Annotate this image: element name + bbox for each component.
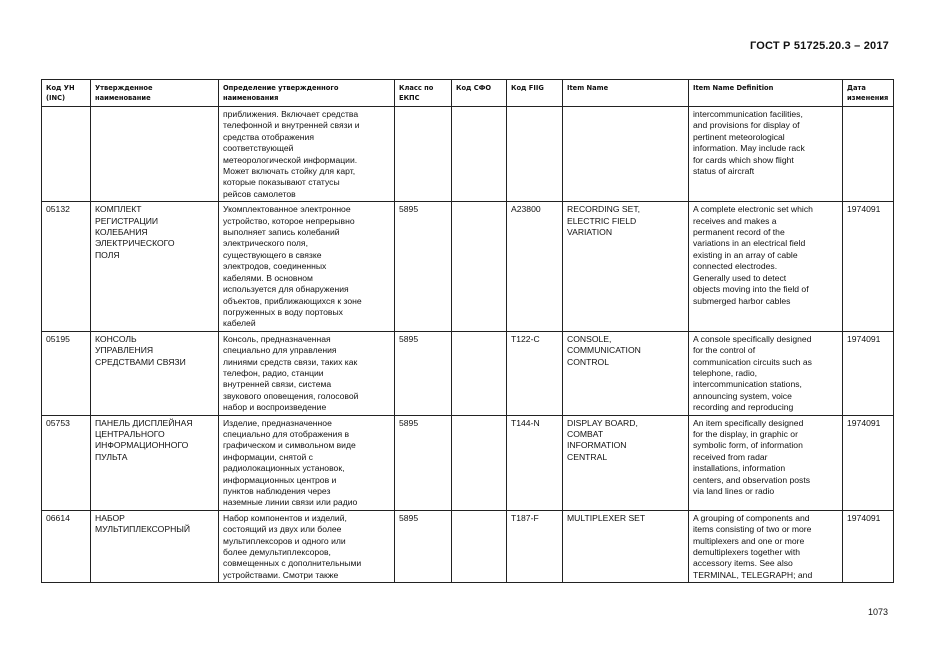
ekps-class-cell: 5895 bbox=[395, 415, 452, 510]
fiig-code-cell: T187-F bbox=[507, 510, 563, 582]
change-date-cell: 1974091 bbox=[843, 510, 894, 582]
inc-code-cell bbox=[42, 107, 91, 202]
item-definition-cell: A console specifically designed for the control of communication circuits such as telephone, radio, intercommunication stations, announcing system, voice recording and reproducing bbox=[689, 331, 843, 415]
column-header: Item Name bbox=[563, 80, 689, 107]
inc-code-cell: 06614 bbox=[42, 510, 91, 582]
sfo-code-cell bbox=[452, 107, 507, 202]
approved-name-cell: КОНСОЛЬ УПРАВЛЕНИЯ СРЕДСТВАМИ СВЯЗИ bbox=[91, 331, 219, 415]
definition-cell: Консоль, предназначенная специально для управления линиями средств связи, таких как телефон, радио, станции внутренней связи, система звукового оповещения, голосовой набор и воспроизведение bbox=[219, 331, 395, 415]
fiig-code-cell: T122-C bbox=[507, 331, 563, 415]
inc-code-cell: 05132 bbox=[42, 202, 91, 331]
ekps-class-cell: 5895 bbox=[395, 331, 452, 415]
item-name-cell: DISPLAY BOARD, COMBAT INFORMATION CENTRAL bbox=[563, 415, 689, 510]
column-header: Код УН (INC) bbox=[42, 80, 91, 107]
definition-cell: приближения. Включает средства телефонной и внутренней связи и средства отображения соответствующей метеорологической информации. Может включать стойку для карт, которые показывают статусы рейсов самолетов bbox=[219, 107, 395, 202]
item-name-cell bbox=[563, 107, 689, 202]
fiig-code-cell bbox=[507, 107, 563, 202]
fiig-code-cell: A23800 bbox=[507, 202, 563, 331]
item-definition-cell: An item specifically designed for the display, in graphic or symbolic form, of information received from radar installations, information centers, and observation posts via land lines or radio bbox=[689, 415, 843, 510]
header-row bbox=[42, 80, 894, 107]
page-number: 1073 bbox=[867, 607, 888, 617]
approved-name-cell: ПАНЕЛЬ ДИСПЛЕЙНАЯ ЦЕНТРАЛЬНОГО ИНФОРМАЦИОННОГО ПУЛЬТА bbox=[91, 415, 219, 510]
column-header: Дата изменения bbox=[843, 80, 894, 107]
sfo-code-cell bbox=[452, 415, 507, 510]
document-code: ГОСТ Р 51725.20.3 – 2017 bbox=[749, 40, 889, 52]
table-header bbox=[42, 80, 894, 107]
item-name-cell: RECORDING SET, ELECTRIC FIELD VARIATION bbox=[563, 202, 689, 331]
ekps-class-cell bbox=[395, 107, 452, 202]
item-name-cell: CONSOLE, COMMUNICATION CONTROL bbox=[563, 331, 689, 415]
table-row bbox=[42, 415, 894, 510]
approved-name-cell: КОМПЛЕКТ РЕГИСТРАЦИИ КОЛЕБАНИЯ ЭЛЕКТРИЧЕСКОГО ПОЛЯ bbox=[91, 202, 219, 331]
sfo-code-cell bbox=[452, 510, 507, 582]
column-header: Код СФО bbox=[452, 80, 507, 107]
item-name-cell: MULTIPLEXER SET bbox=[563, 510, 689, 582]
approved-name-cell bbox=[91, 107, 219, 202]
column-header: Определение утвержденного наименования bbox=[219, 80, 395, 107]
column-header: Класс по ЕКПС bbox=[395, 80, 452, 107]
table-row bbox=[42, 510, 894, 582]
item-definition-cell: A grouping of components and items consisting of two or more multiplexers and one or more demultiplexers together with accessory items. See also TERMINAL, TELEGRAPH; and bbox=[689, 510, 843, 582]
ekps-class-cell: 5895 bbox=[395, 510, 452, 582]
inc-code-cell: 05195 bbox=[42, 331, 91, 415]
table-row bbox=[42, 331, 894, 415]
column-header: Утвержденное наименование bbox=[91, 80, 219, 107]
column-header: Код FIIG bbox=[507, 80, 563, 107]
definition-cell: Набор компонентов и изделий, состоящий из двух или более мультиплексоров и одного или более демультиплексоров, совмещенных с дополнительными устройствами. Смотри также bbox=[219, 510, 395, 582]
column-header: Item Name Definition bbox=[689, 80, 843, 107]
item-definition-cell: A complete electronic set which receives and makes a permanent record of the variations in an electrical field existing in an array of cable connected electrodes. Generally used to detect objects moving into the field of submerged harbor cables bbox=[689, 202, 843, 331]
definition-cell: Укомплектованное электронное устройство, которое непрерывно выполняет запись колебаний электрического поля, существующего в связке электродов, соединенных кабелями. В основном используется для обнаружения объектов, приближающихся к зоне погруженных в воду портовых кабелей bbox=[219, 202, 395, 331]
fiig-code-cell: T144-N bbox=[507, 415, 563, 510]
item-definition-cell: intercommunication facilities, and provisions for display of pertinent meteorological information. May include rack for cards which show flight status of aircraft bbox=[689, 107, 843, 202]
table-body bbox=[42, 107, 894, 583]
definition-cell: Изделие, предназначенное специально для отображения в графическом и символьном виде информации, снятой с радиолокационных установок, информационных центров и пунктов наблюдения через наземные линии связи или радио bbox=[219, 415, 395, 510]
change-date-cell bbox=[843, 107, 894, 202]
table-row bbox=[42, 107, 894, 202]
ekps-class-cell: 5895 bbox=[395, 202, 452, 331]
change-date-cell: 1974091 bbox=[843, 415, 894, 510]
inc-code-cell: 05753 bbox=[42, 415, 91, 510]
table-row bbox=[42, 202, 894, 331]
sfo-code-cell bbox=[452, 202, 507, 331]
approved-name-cell: НАБОР МУЛЬТИПЛЕКСОРНЫЙ bbox=[91, 510, 219, 582]
change-date-cell: 1974091 bbox=[843, 202, 894, 331]
spec-table bbox=[41, 79, 894, 583]
change-date-cell: 1974091 bbox=[843, 331, 894, 415]
sfo-code-cell bbox=[452, 331, 507, 415]
